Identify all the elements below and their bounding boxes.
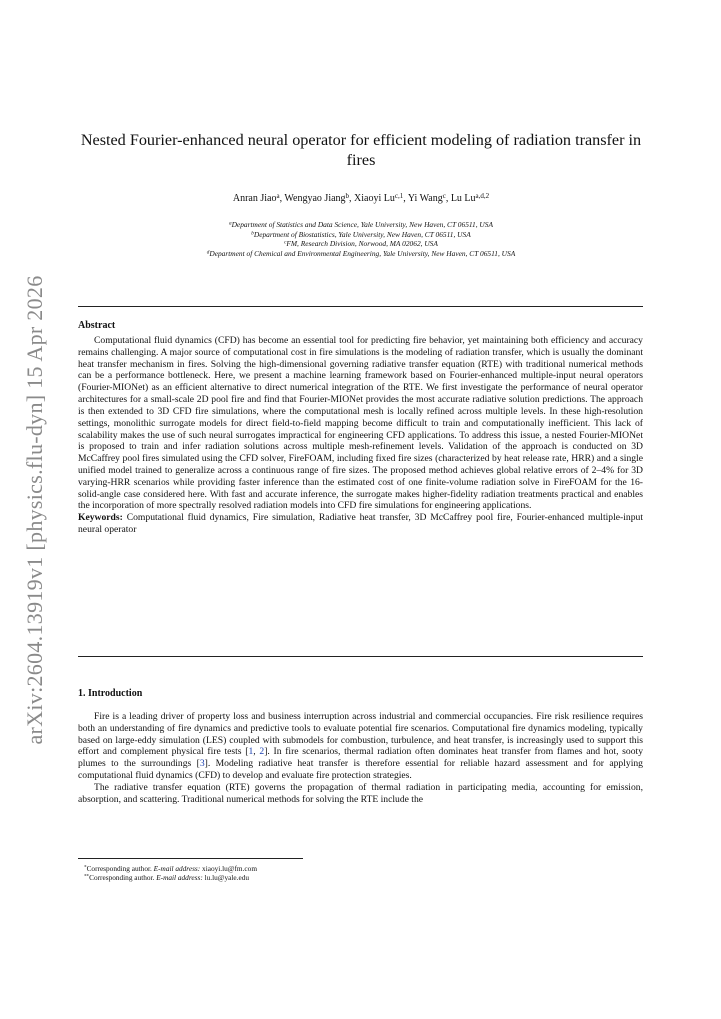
introduction-heading: 1. Introduction xyxy=(78,688,143,699)
intro-paragraph-2: The radiative transfer equation (RTE) governs the propagation of thermal radiation in participating media, accounting for emission, absorption, and scattering. Traditional numerical methods for solving the RTE include the xyxy=(78,781,643,805)
arxiv-identifier: arXiv:2604.13919v1 [physics.flu-dyn] 15 Apr 2026 xyxy=(22,275,47,745)
citation-link[interactable]: 1 xyxy=(248,746,254,758)
abstract-body xyxy=(78,335,643,536)
intro-paragraph-1: Fire is a leading driver of property loss and business interruption across industrial and commercial occupancies. Fire risk resilience requires both an understanding of fire dynamics and predictive tools to evaluate potential fire scenarios. Computational fire dynamics modeling, typically based on large-eddy simulation (LES) coupled with submodels for combustion, turbulence, and heat transfer, is increasingly used to support this effort and complement physical fire tests [1, 2]. In fire scenarios, thermal radiation often dominates heat transfer from flames and hot, sooty plumes to the surroundings [3]. Modeling radiative heat transfer is therefore essential for reliable hazard assessment and for applying computational fluid dynamics (CFD) to develop and evaluate fire protection strategies. xyxy=(78,711,644,782)
author-name: Wengyao Jiang xyxy=(284,193,346,204)
footnote: **Corresponding author. E-mail address: lu.lu@yale.edu xyxy=(84,873,250,883)
introduction-body xyxy=(78,711,643,806)
author-list: Anran Jiao$^a$, Wengyao Jiang$^b$, Xiaoyi Lu$^{c,1}$, Yi Wang$^c$, Lu Lu$^{a,d,2}$ xyxy=(232,191,490,204)
abstract-heading: Abstract xyxy=(78,320,116,331)
footnote-rule xyxy=(78,858,303,859)
footnote: *Corresponding author. E-mail address: xiaoyi.lu@fm.com xyxy=(84,864,257,873)
abstract-top-rule xyxy=(78,306,643,307)
affiliation-list xyxy=(80,220,642,258)
affiliation: $^a$Department of Statistics and Data Science, Yale University, New Haven, CT 06511, USA xyxy=(229,220,493,229)
keywords-text: Computational fluid dynamics, Fire simulation, Radiative heat transfer, 3D McCaffrey pool fire, Fourier-enhanced multiple-input neural operator xyxy=(78,512,643,535)
footnote-email[interactable]: lu.lu@yale.edu xyxy=(204,873,250,883)
keywords-label: Keywords: xyxy=(78,512,123,524)
footnote-email[interactable]: xiaoyi.lu@fm.com xyxy=(202,864,257,873)
author-name: Anran Jiao xyxy=(232,193,277,204)
citation-link[interactable]: 2 xyxy=(259,746,265,758)
paper-title: Nested Fourier-enhanced neural operator for efficient modeling of radiation transfer in fires xyxy=(80,131,642,169)
author-affil-mark: c,1 xyxy=(394,191,404,200)
footnotes xyxy=(84,864,257,883)
affiliation: $^d$Department of Chemical and Environmental Engineering, Yale University, New Haven, CT 06511, USA xyxy=(206,248,516,258)
author-affil-mark: a,d,2 xyxy=(475,191,490,200)
affiliation: $^b$Department of Biostatistics, Yale University, New Haven, CT 06511, USA xyxy=(251,229,471,239)
abstract-text: Computational fluid dynamics (CFD) has become an essential tool for predicting fire behavior, yet maintaining both efficiency and accuracy remains challenging. A major source of computational cost in fire simulations is the modeling of radiation transfer, which is usually the dominant heat transfer mechanism in fires. Solving the high-dimensional governing radiative transfer equation (RTE) with traditional numerical methods can be a performance bottleneck. Here, we present a machine learning framework based on Fourier-enhanced multiple-input neural operators (Fourier-MIONet) as an efficient alternative to direct numerical integration of the RTE. We first investigate the performance of neural operator architectures for a small-scale 2D pool fire and find that Fourier-MIONet provides the most accurate radiative solution predictions. The approach is then extended to 3D CFD fire simulations, where the computational mesh is locally refined across multiple levels. In these high-resolution settings, monolithic surrogate models for direct field-to-field mapping become difficult to train and computationally inefficient. This lack of scalability makes the use of such neural surrogates impractical for engineering CFD applications. To address this issue, a nested Fourier-MIONet is proposed to train and infer radiation solutions across multiple mesh-refinement levels. Validation of the approach is conducted on 3D McCaffrey pool fires simulated using the CFD solver, FireFOAM, including fixed fire sizes (characterized by heat release rate, HRR) and a single unified model trained to generalize across a continuous range of fire sizes. The proposed method achieves global relative errors of 2–4% for 3D varying-HRR scenarios while providing faster inference than the estimated cost of one finite-volume radiation solve in FireFOAM for the 16-solid-angle case considered here. With fast and accurate inference, the surrogate makes higher-fidelity radiation treatments practical and enables the incorporation of more spectrally resolved radiation models into CFD fire simulations for engineering applications. xyxy=(78,335,643,512)
author-name: Xiaoyi Lu xyxy=(354,193,395,204)
arxiv-sidebar-stamp xyxy=(20,245,50,775)
author-affil-mark: c xyxy=(442,191,446,200)
abstract-bottom-rule xyxy=(78,656,643,657)
author-affil-mark: b xyxy=(345,191,350,200)
affiliation: $^c$FM, Research Division, Norwood, MA 02062, USA xyxy=(284,239,438,248)
citation-link[interactable]: 3 xyxy=(199,758,205,770)
keywords-line xyxy=(78,512,643,536)
author-name: Yi Wang xyxy=(407,193,443,204)
author-name: Lu Lu xyxy=(450,193,476,204)
author-affil-mark: a xyxy=(276,191,280,200)
